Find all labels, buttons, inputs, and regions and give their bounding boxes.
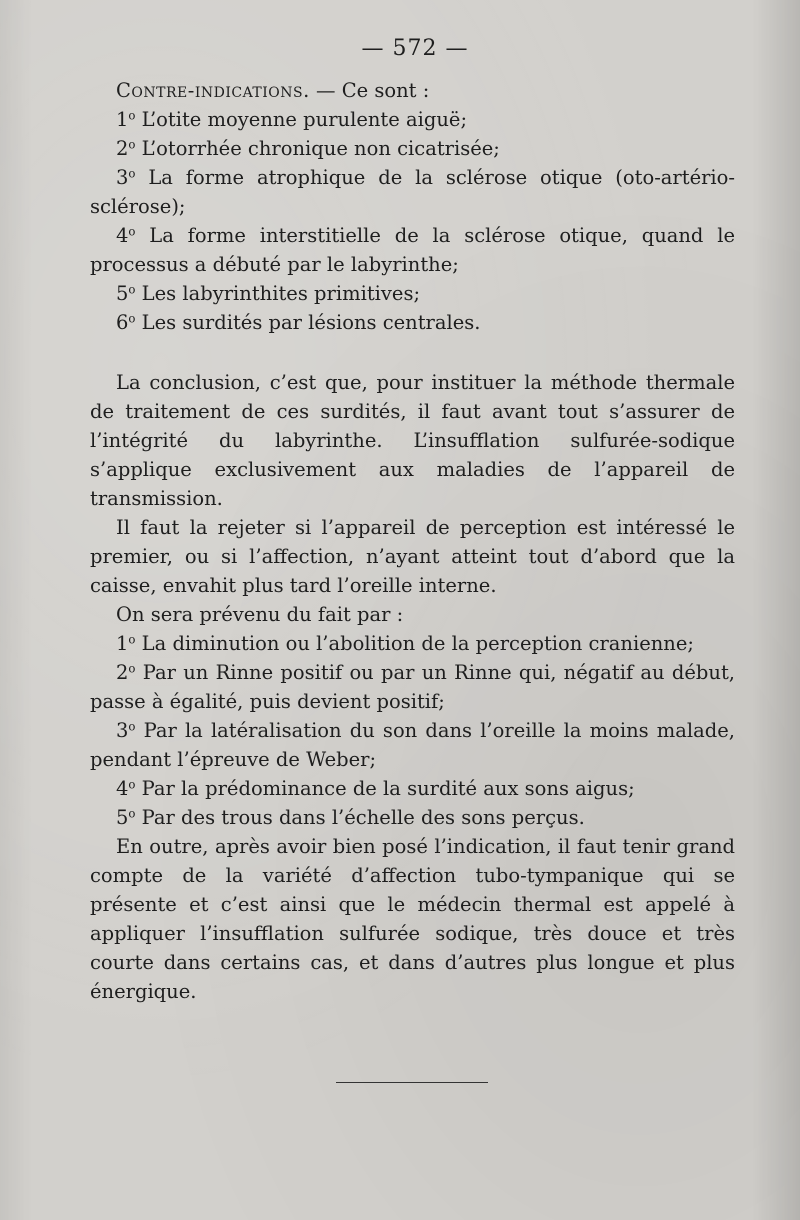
ordinal-mark: o [128, 166, 136, 181]
item-text: Les surdités par lésions centrales. [135, 311, 481, 334]
sign-item-5 [90, 803, 735, 832]
contra-item-4 [90, 221, 735, 279]
item-number: 2 [116, 661, 129, 684]
ordinal-mark: o [128, 661, 136, 676]
item-text: Les labyrinthites primitives; [135, 282, 421, 305]
item-text: Par la latéralisation du son dans l’oreille la moins malade, pendant l’épreuve de Weber; [90, 719, 735, 771]
item-number: 3 [116, 166, 129, 189]
conclusion-section [90, 368, 735, 1006]
ordinal-mark: o [128, 806, 136, 821]
section-heading: Contre-indications. [116, 79, 310, 102]
end-rule-divider [336, 1082, 488, 1083]
item-number: 3 [116, 719, 129, 742]
item-number: 1 [116, 108, 129, 131]
item-number: 5 [116, 806, 129, 829]
section-intro: — Ce sont : [309, 79, 430, 102]
item-number: 6 [116, 311, 129, 334]
contra-item-5 [90, 279, 735, 308]
ordinal-mark: o [128, 108, 136, 123]
contra-item-3 [90, 163, 735, 221]
ordinal-mark: o [128, 224, 136, 239]
ordinal-mark: o [128, 311, 136, 326]
ordinal-mark: o [128, 777, 136, 792]
contra-item-6 [90, 308, 735, 337]
item-text: L’otite moyenne purulente aiguë; [135, 108, 468, 131]
ordinal-mark: o [128, 282, 136, 297]
item-number: 4 [116, 224, 129, 247]
contra-item-1 [90, 105, 735, 134]
ordinal-mark: o [128, 719, 136, 734]
sign-item-1 [90, 629, 735, 658]
final-paragraph: En outre, après avoir bien posé l’indication, il faut tenir grand compte de la variété d’affection tubo-tympanique qui se présente et c’est ainsi que le médecin thermal est appelé à appliquer l’insufflation sulfurée sodique, très douce et très courte dans certains cas, et dans d’autres plus longue et plus énergique. [90, 835, 735, 1003]
item-number: 5 [116, 282, 129, 305]
item-number: 2 [116, 137, 129, 160]
item-text: La forme atrophique de la sclérose otique (oto-artério-sclérose); [90, 166, 735, 218]
conclusion-paragraph: La conclusion, c’est que, pour instituer la méthode thermale de traitement de ces surdités, il faut avant tout s’assurer de l’intégrité du labyrinthe. L’insufflation sulfurée-sodique s’applique exclusivement aux maladies de l’appareil de transmission. [90, 371, 735, 510]
item-text: Par des trous dans l’échelle des sons perçus. [135, 806, 585, 829]
item-text: Par un Rinne positif ou par un Rinne qui, négatif au début, passe à égalité, puis devient positif; [90, 661, 735, 713]
ordinal-mark: o [128, 137, 136, 152]
contraindications-section [90, 76, 735, 337]
item-text: L’otorrhée chronique non cicatrisée; [135, 137, 500, 160]
ordinal-mark: o [128, 632, 136, 647]
contraindications-heading [90, 76, 735, 105]
sign-item-3 [90, 716, 735, 774]
rejection-paragraph: Il faut la rejeter si l’appareil de perception est intéressé le premier, ou si l’affection, n’ayant atteint tout d’abord que la caisse, envahit plus tard l’oreille interne. [90, 516, 735, 597]
sign-item-2 [90, 658, 735, 716]
sign-item-4 [90, 774, 735, 803]
item-number: 1 [116, 632, 129, 655]
page-number: — 572 — [361, 36, 469, 61]
contra-item-2 [90, 134, 735, 163]
item-number: 4 [116, 777, 129, 800]
item-text: Par la prédominance de la surdité aux sons aigus; [135, 777, 635, 800]
item-text: La diminution ou l’abolition de la perception cranienne; [135, 632, 694, 655]
item-text: La forme interstitielle de la sclérose otique, quand le processus a débuté par le labyrinthe; [90, 224, 735, 276]
warning-intro-paragraph: On sera prévenu du fait par : [116, 603, 404, 626]
